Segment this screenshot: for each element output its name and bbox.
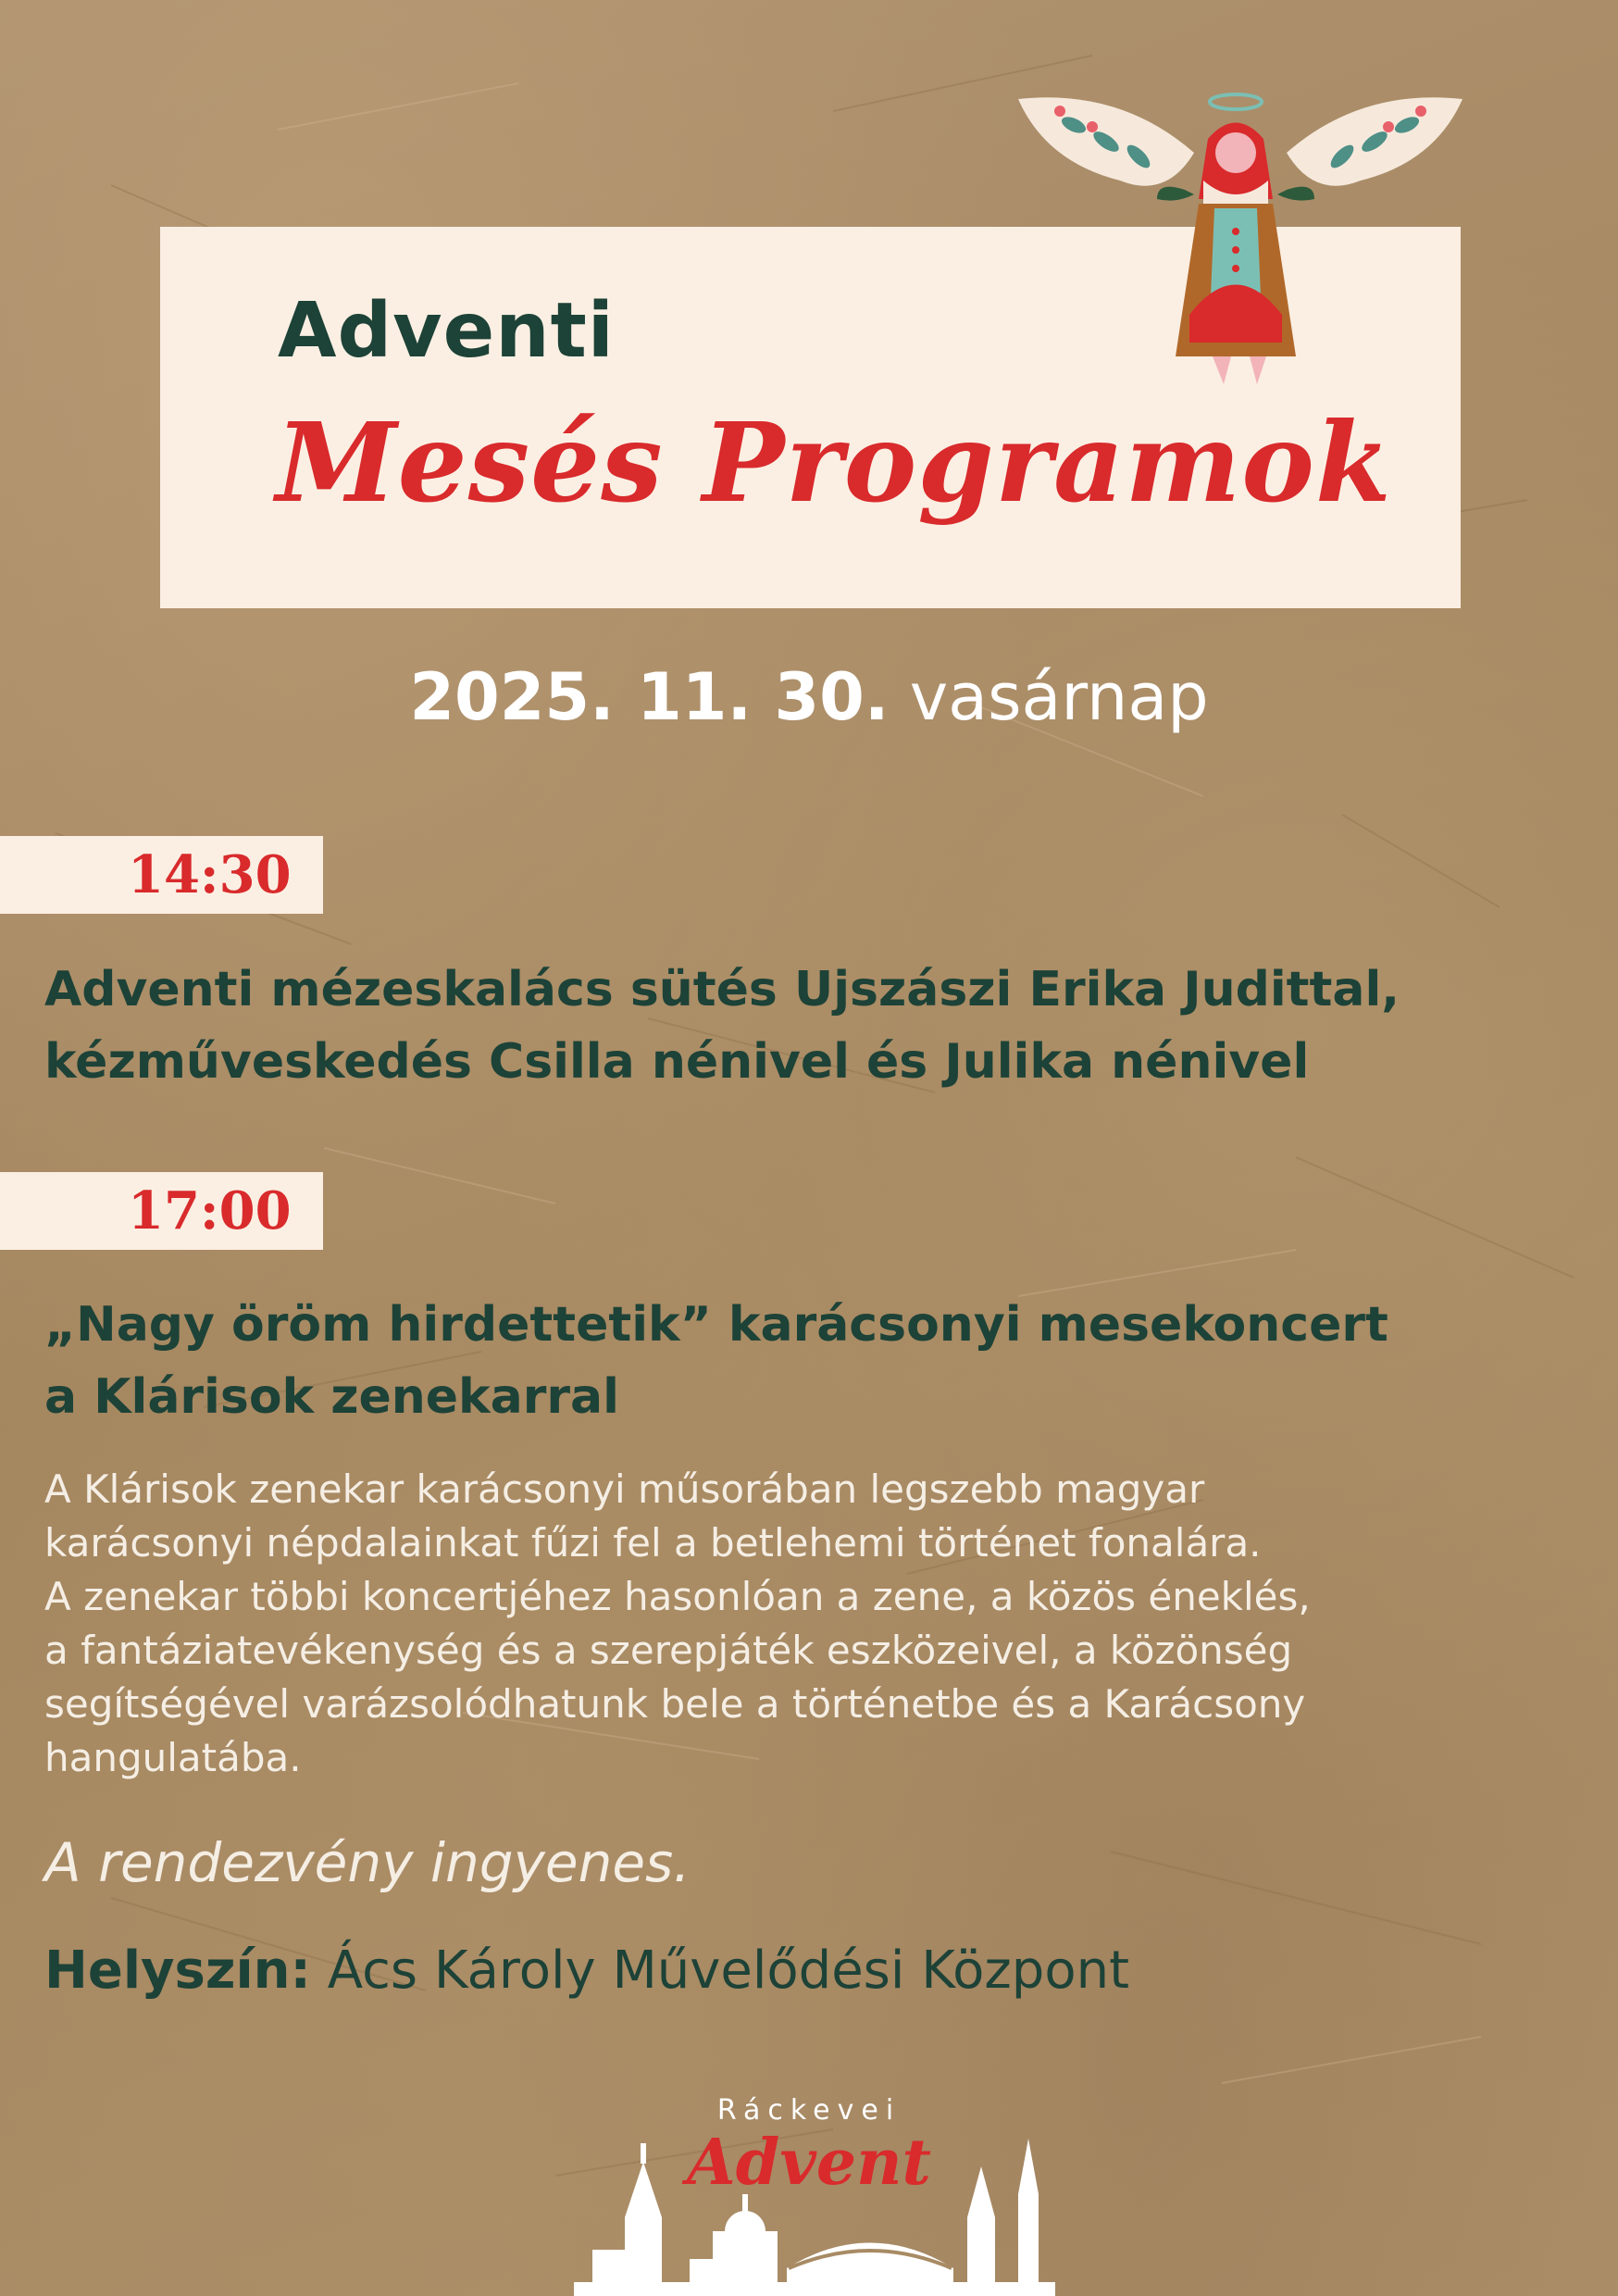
time-tag-2: 17:00 [0,1172,323,1250]
free-entry-note: A rendezvény ingyenes. [44,1831,691,1894]
event-date [0,659,1618,735]
event-1-title [44,954,1599,1098]
description-line: A zenekar többi koncertjéhez hasonlóan a zene, a közös éneklés, [44,1574,1311,1619]
description-line: karácsonyi népdalainkat fűzi fel a betlehemi történet fonalára. [44,1520,1262,1566]
logo-rackevei: Ráckevei [716,2094,902,2127]
time-tag-1: 14:30 [0,836,323,914]
date-text: 2025. 11. 30. [409,659,890,735]
description-line: A Klárisok zenekar karácsonyi műsorában legszebb magyar [44,1466,1205,1512]
venue [44,1940,1129,2001]
logo-advent: Advent [687,2126,931,2200]
venue-label: Helyszín: [44,1940,311,2001]
description-line: a fantáziatevékenység és a szerepjáték eszközeivel, a közönség [44,1628,1293,1673]
event-1-title-line2: kézműveskedés Csilla nénivel és Julika nénivel [44,1034,1310,1090]
title-adventi: Adventi [278,287,615,375]
event-1-title-line1: Adventi mézeskalács sütés Ujszászi Erika Judittal, [44,962,1400,1017]
title-meses-programok: Mesés Programok [276,398,1392,527]
venue-value: Ács Károly Művelődési Központ [327,1940,1130,2001]
angel-illustration [1009,88,1472,393]
event-2-description [44,1463,1581,1785]
description-line: hangulatába. [44,1735,302,1780]
event-2-title-line1: „Nagy öröm hirdettetik” karácsonyi mesekoncert [44,1297,1388,1353]
weekday-text: vasárnap [909,659,1209,735]
description-line: segítségével varázsolódhatunk bele a történetbe és a Karácsony [44,1681,1306,1727]
event-2-title [44,1289,1599,1433]
event-2-title-line2: a Klárisok zenekarral [44,1369,619,1425]
